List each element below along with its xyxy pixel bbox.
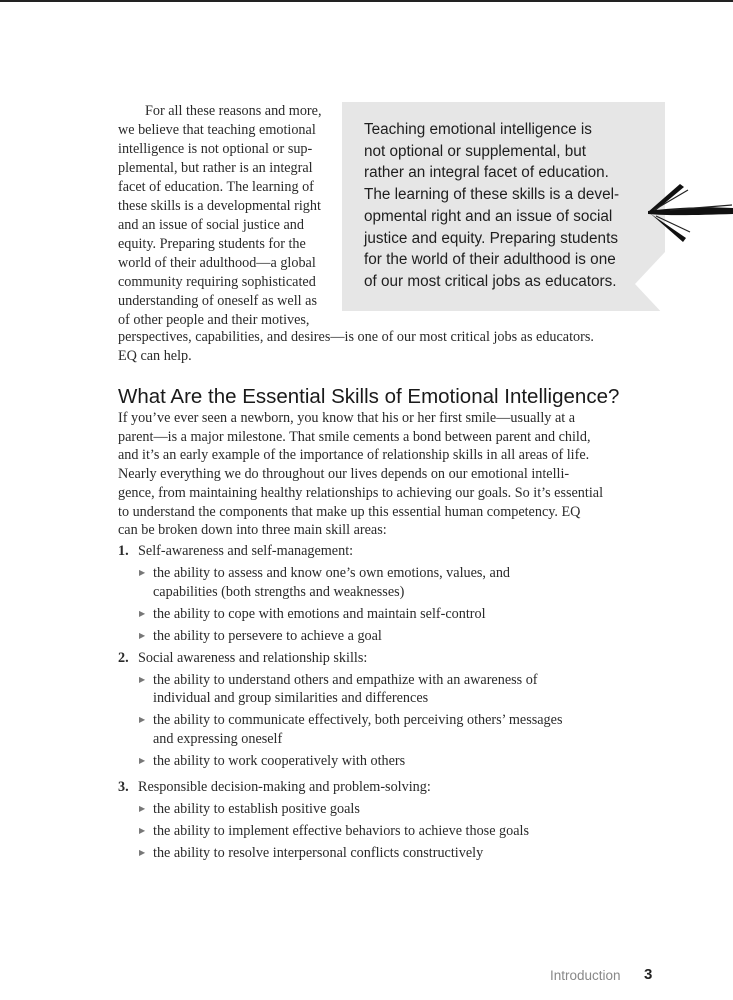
- triangle-bullet-icon: ▶: [139, 847, 146, 857]
- section-heading: What Are the Essential Skills of Emotional Intelligence?: [118, 385, 620, 408]
- bullet-item: [118, 822, 562, 841]
- item-number: 3.: [118, 778, 129, 795]
- text-line: understanding of oneself as well as: [118, 293, 317, 309]
- bullet-item: [118, 752, 562, 771]
- triangle-bullet-icon: ▶: [139, 755, 146, 765]
- page-number: 3: [644, 966, 653, 983]
- text-line: and it’s an early example of the importance of relationship skills in all areas of life.: [118, 447, 590, 464]
- bullet-item: [118, 844, 562, 863]
- bullet-item: [118, 711, 562, 748]
- text-line: the ability to understand others and empathize with an awareness of: [153, 671, 538, 688]
- text-line: capabilities (both strengths and weaknesses): [153, 583, 405, 600]
- item-label: Self-awareness and self-management:: [138, 543, 354, 559]
- text-line: these skills is a developmental right: [118, 198, 321, 214]
- text-line: For all these reasons and more,: [145, 103, 322, 119]
- triangle-bullet-icon: ▶: [139, 608, 146, 618]
- bullet-item: [118, 627, 562, 646]
- pullquote-text: [364, 119, 619, 293]
- text-line: not optional or supplemental, but: [364, 142, 586, 160]
- pullquote-notch: [635, 252, 665, 316]
- text-line: justice and equity. Preparing students: [364, 229, 618, 247]
- text-line: plemental, but rather is an integral: [118, 160, 313, 176]
- text-line: world of their adulthood—a global: [118, 255, 316, 271]
- text-line: the ability to communicate effectively, both perceiving others’ messages: [153, 712, 563, 728]
- skills-list: [118, 542, 562, 862]
- triangle-bullet-icon: ▶: [139, 630, 146, 640]
- item-number: 2.: [118, 649, 129, 666]
- text-line: perspectives, capabilities, and desires—is one of our most critical jobs as educators.: [118, 329, 594, 345]
- text-line: parent—is a major milestone. That smile cements a bond between parent and child,: [118, 428, 591, 445]
- text-line: the ability to cope with emotions and maintain self-control: [153, 605, 486, 622]
- numbered-item: [118, 542, 562, 561]
- text-line: gence, from maintaining healthy relationships to achieving our goals. So it’s essential: [118, 484, 604, 501]
- text-line: EQ can help.: [118, 348, 192, 364]
- text-line: of our most critical jobs as educators.: [364, 272, 617, 290]
- item-number: 1.: [118, 543, 129, 559]
- text-line: the ability to implement effective behaviors to achieve those goals: [153, 822, 529, 839]
- text-line: community requiring sophisticated: [118, 274, 316, 290]
- text-line: the ability to establish positive goals: [153, 800, 360, 817]
- triangle-bullet-icon: ▶: [139, 803, 146, 813]
- bullet-item: [118, 564, 562, 601]
- triangle-bullet-icon: ▶: [139, 674, 146, 684]
- triangle-bullet-icon: ▶: [139, 568, 146, 577]
- text-line: and an issue of social justice and: [118, 217, 304, 233]
- bullet-item: [118, 800, 562, 819]
- body-paragraph: [118, 409, 603, 540]
- footer-section-label: Introduction: [550, 968, 621, 983]
- text-line: individual and group similarities and differences: [153, 690, 429, 706]
- brush-arrow-left-icon: [640, 170, 733, 250]
- text-line: Teaching emotional intelligence is: [364, 121, 592, 138]
- pullquote-box: [342, 102, 665, 311]
- text-line: the ability to resolve interpersonal conflicts constructively: [153, 844, 484, 861]
- numbered-item: [118, 649, 562, 668]
- text-line: rather an integral facet of education.: [364, 164, 609, 182]
- text-line: and expressing oneself: [153, 730, 283, 747]
- text-line: Nearly everything we do throughout our lives depends on our emotional intelli-: [118, 466, 570, 483]
- text-line: the ability to persevere to achieve a goal: [153, 627, 382, 644]
- item-label: Responsible decision-making and problem-solving:: [138, 778, 431, 795]
- text-line: for the world of their adulthood is one: [364, 251, 616, 269]
- text-line: the ability to work cooperatively with others: [153, 752, 406, 769]
- intro-paragraph-continued: [118, 328, 594, 366]
- triangle-bullet-icon: ▶: [139, 825, 146, 835]
- text-line: to understand the components that make up this essential human competency. EQ: [118, 503, 581, 520]
- text-line: of other people and their motives,: [118, 312, 310, 328]
- bullet-item: [118, 605, 562, 624]
- text-line: equity. Preparing students for the: [118, 236, 306, 252]
- text-line: the ability to assess and know one’s own emotions, values, and: [153, 565, 511, 581]
- text-line: opmental right and an issue of social: [364, 207, 613, 225]
- bullet-item: [118, 671, 562, 708]
- triangle-bullet-icon: ▶: [139, 715, 146, 724]
- text-line: The learning of these skills is a devel-: [364, 186, 620, 204]
- text-line: we believe that teaching emotional: [118, 122, 316, 138]
- text-line: intelligence is not optional or sup-: [118, 141, 313, 157]
- top-rule: [0, 0, 733, 2]
- text-line: can be broken down into three main skill areas:: [118, 522, 387, 539]
- intro-paragraph: [118, 102, 333, 330]
- text-line: facet of education. The learning of: [118, 179, 314, 195]
- numbered-item: [118, 778, 562, 797]
- item-label: Social awareness and relationship skills:: [138, 649, 368, 666]
- text-line: If you’ve ever seen a newborn, you know that his or her first smile—usually at a: [118, 410, 576, 426]
